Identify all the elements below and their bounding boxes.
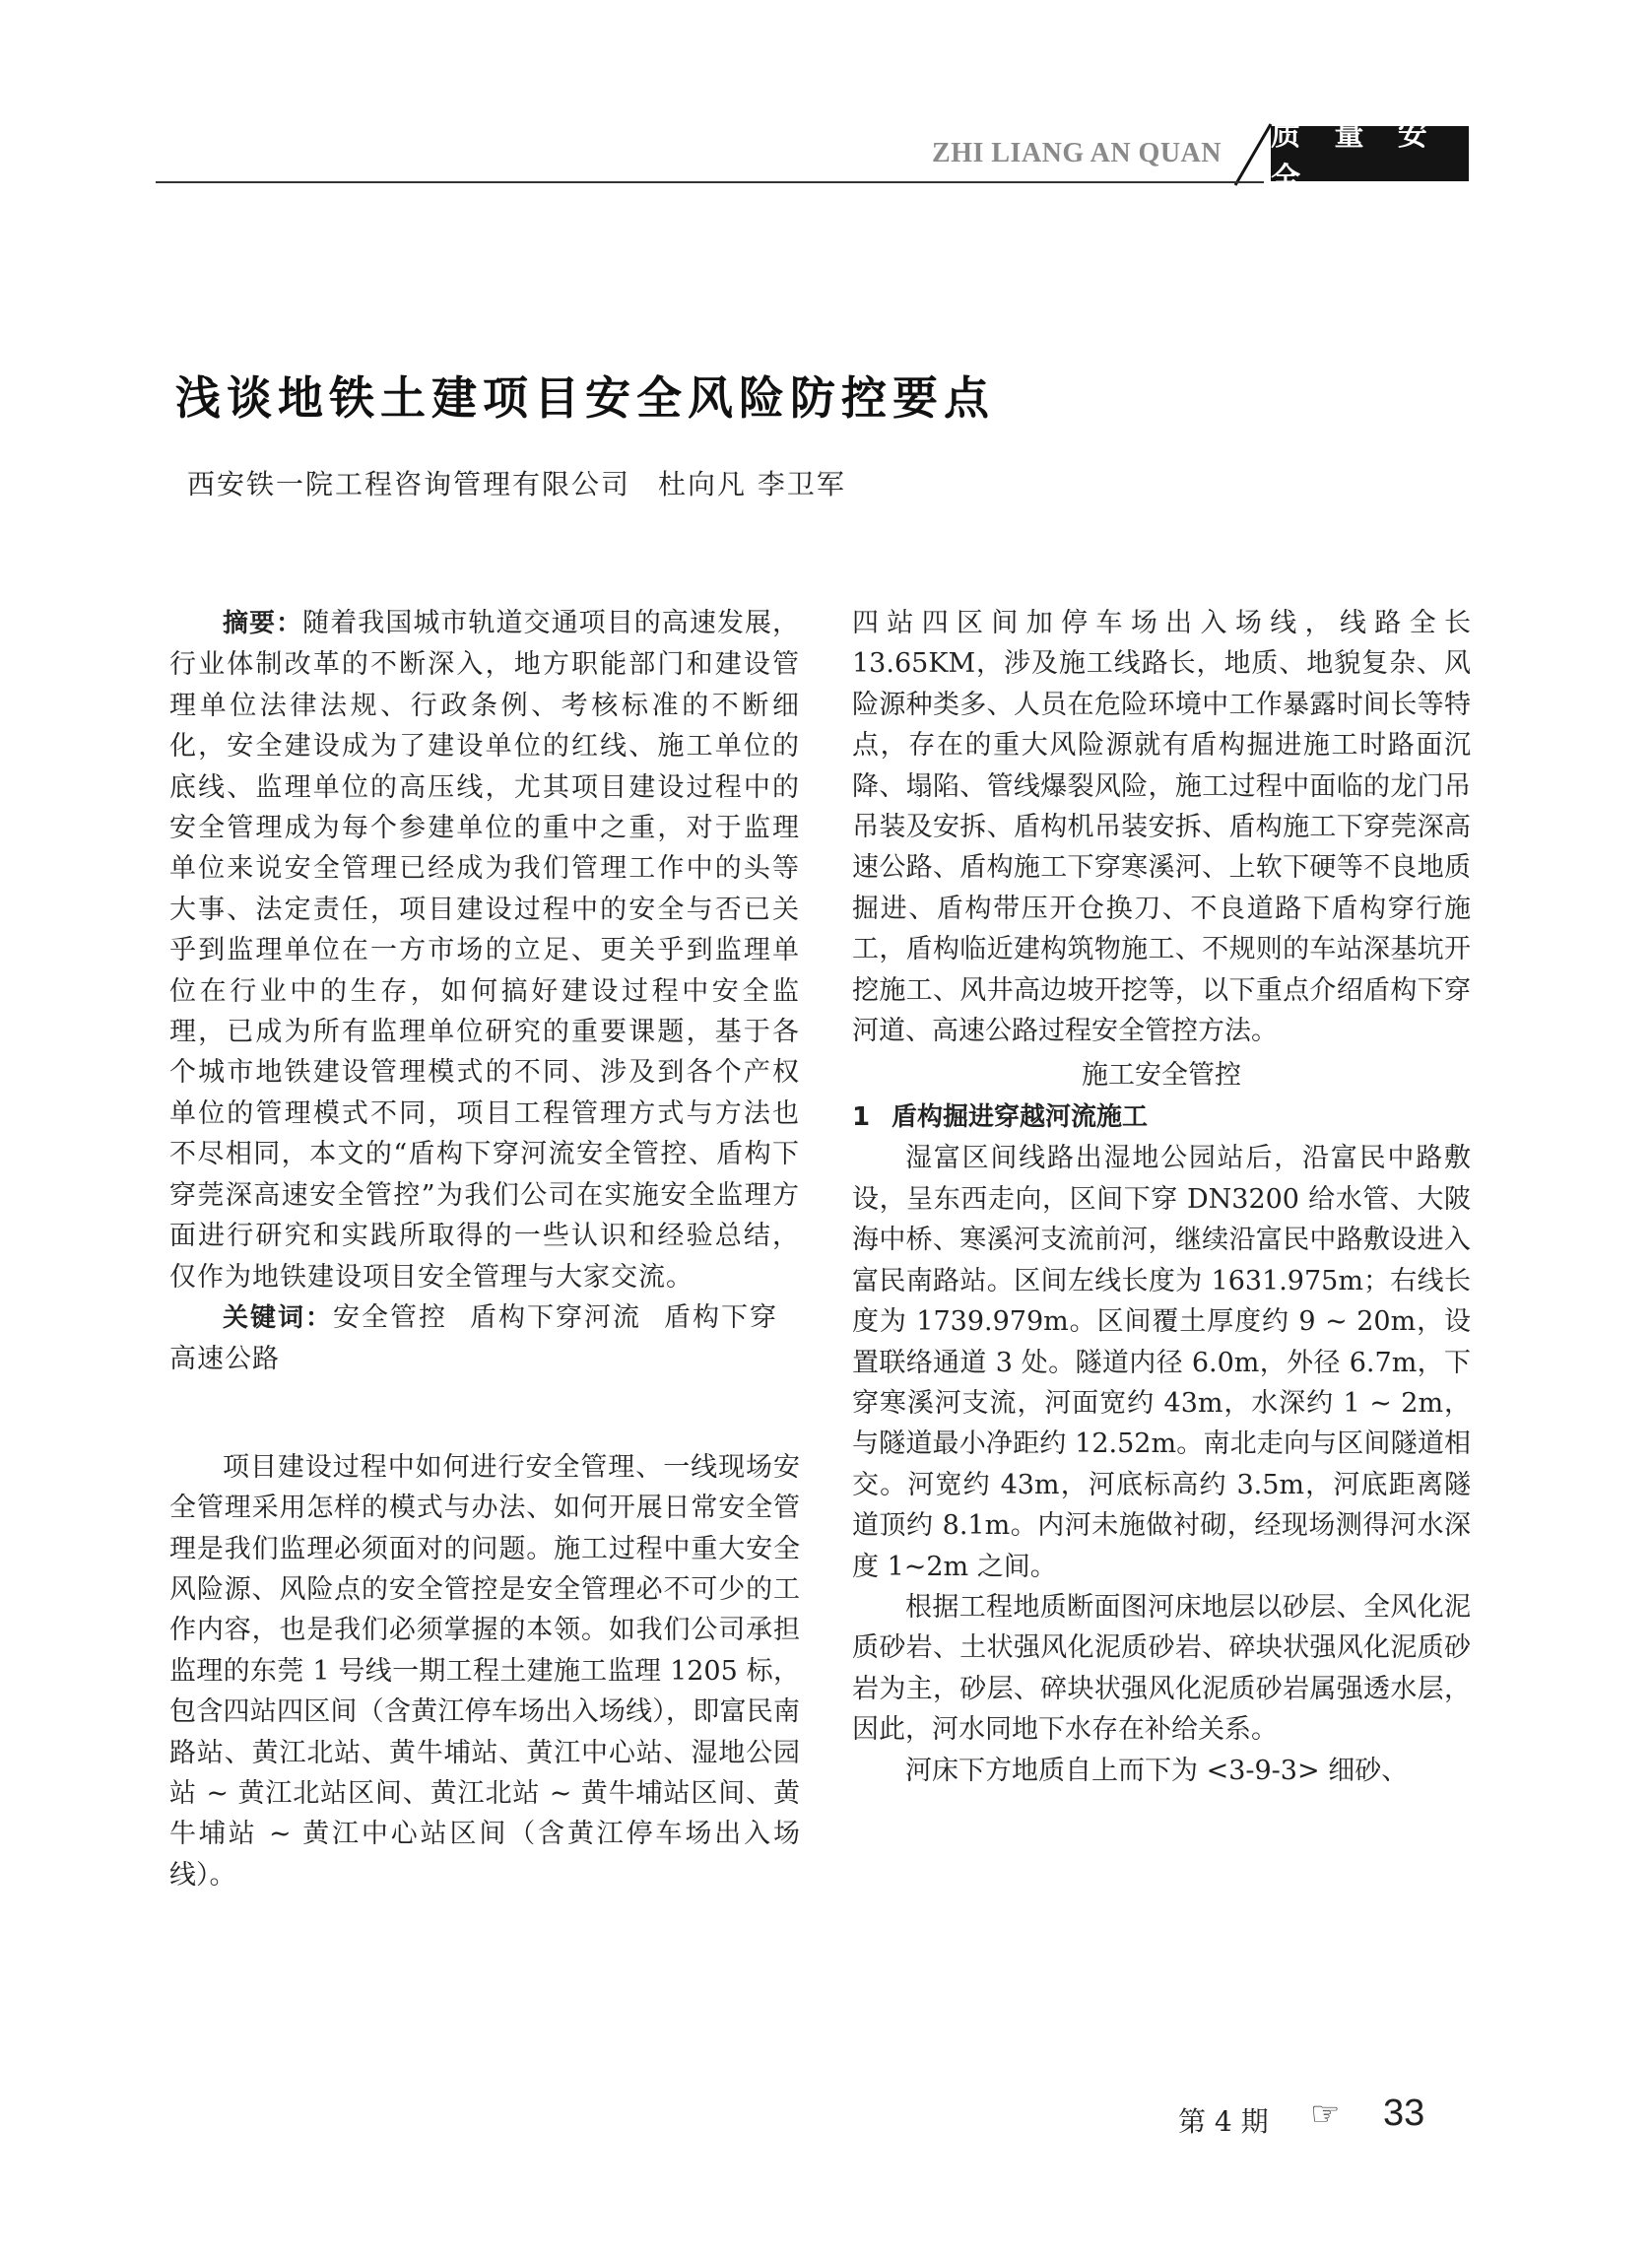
author-line xyxy=(187,463,846,502)
left-column xyxy=(169,603,800,1895)
section-badge xyxy=(1271,118,1469,196)
keyword: 盾构下穿 xyxy=(663,1301,778,1333)
keyword: 高速公路 xyxy=(169,1344,280,1375)
article-title: 浅谈地铁土建项目安全风险防控要点 xyxy=(175,371,995,425)
body-paragraph: 湿富区间线路出湿地公园站后，沿富民中路敷设，呈东西走向，区间下穿 DN3200 给水管、大陂海中桥、寒溪河支流前河，继续沿富民中路敷设进入富民南路站。区间左线长度为 1631.975m；右线长度为 1739.979m。区间覆土厚度约 9 ~ 20m，设置联络通道 3 处。隧道内径 6.0m，外径 6.7m，下穿寒溪河支流，河面宽约 43m，水深约 1 ~ 2m，与隧道最小净距约 12.52m。南北走向与区间隧道相交。河宽约 43m，河底标高约 3.5m，河底距离隧道顶约 8.1m。内河未施做衬砌，经现场测得河水深度 1~2m 之间。 xyxy=(852,1143,1471,1582)
author-names: 杜向凡 李卫军 xyxy=(658,468,846,500)
body-paragraph-continued: 四站四区间加停车场出入场线，线路全长 13.65KM，涉及施工线路长，地质、地貌复杂、风险源种类多、人员在危险环境中工作暴露时间长等特点，存在的重大风险源就有盾构掘进施工时路面沉降、塌陷、管线爆裂风险，施工过程中面临的龙门吊吊装及安拆、盾构机吊装安拆、盾构施工下穿莞深高速公路、盾构施工下穿寒溪河、上软下硬等不良地质掘进、盾构带压开仓换刀、不良道路下盾构穿行施工，盾构临近建构筑物施工、不规则的车站深基坑开挖施工、风井高边坡开挖等，以下重点介绍盾构下穿河道、高速公路过程安全管控方法。 xyxy=(852,608,1471,1047)
page-number: 33 xyxy=(1383,2092,1425,2134)
abstract-label: 摘要： xyxy=(223,609,303,638)
keywords-paragraph xyxy=(169,1297,800,1380)
body-paragraph: 项目建设过程中如何进行安全管理、一线现场安全管理采用怎样的模式与办法、如何开展日常安全管理是我们监理必须面对的问题。施工过程中重大安全风险源、风险点的安全管控是安全管理必不可少的工作内容，也是我们必须掌握的本领。如我们公司承担监理的东莞 1 号线一期工程土建施工监理 1205 标，包含四站四区间（含黄江停车场出入场线），即富民南路站、黄江北站、黄牛埔站、黄江中心站、湿地公园站 ~ 黄江北站区间、黄江北站 ~ 黄牛埔站区间、黄牛埔站 ~ 黄江中心站区间（含黄江停车场出入场线）。 xyxy=(169,1451,800,1891)
affiliation: 西安铁一院工程咨询管理有限公司 xyxy=(187,468,631,500)
keywords-label: 关键词： xyxy=(223,1302,333,1333)
subsection-title: 盾构掘进穿越河流施工 xyxy=(892,1102,1149,1133)
abstract-paragraph xyxy=(169,603,800,1297)
abstract-text: 随着我国城市轨道交通项目的高速发展，行业体制改革的不断深入，地方职能部门和建设管理单位法律法规、行政条例、考核标准的不断细化，安全建设成为了建设单位的红线、施工单位的底线、监理单位的高压线，尤其项目建设过程中的安全管理成为每个参建单位的重中之重，对于监理单位来说安全管理已经成为我们管理工作中的头等大事、法定责任，项目建设过程中的安全与否已关乎到监理单位在一方市场的立足、更关乎到监理单位在行业中的生存，如何搞好建设过程中安全监理，已成为所有监理单位研究的重要课题，基于各个城市地铁建设管理模式的不同、涉及到各个产权单位的管理模式不同，项目工程管理方式与方法也不尽相同，本文的“盾构下穿河流安全管控、盾构下穿莞深高速安全管控”为我们公司在实施安全监理方面进行研究和实践所取得的一些认识和经验总结，仅作为地铁建设项目安全管理与大家交流。 xyxy=(169,608,800,1293)
running-header-roman: ZHI LIANG AN QUAN xyxy=(932,138,1222,168)
subsection-heading xyxy=(852,1096,1471,1138)
body-paragraph: 河床下方地质自上而下为 <3-9-3> 细砂、 xyxy=(905,1755,1409,1786)
pointing-hand-icon: ☞ xyxy=(1310,2094,1341,2134)
header-slash-icon xyxy=(1231,120,1275,189)
issue-label: 第 4 期 xyxy=(1178,2105,1269,2138)
keyword: 盾构下穿河流 xyxy=(469,1301,641,1333)
subsection-number: 1 xyxy=(852,1102,871,1133)
section-heading: 施工安全管控 xyxy=(1082,1060,1241,1092)
section-badge-label: 质 量 安 全 xyxy=(1271,118,1439,196)
right-column xyxy=(852,603,1471,1791)
keyword: 安全管控 xyxy=(333,1301,447,1333)
body-paragraph: 根据工程地质断面图河床地层以砂层、全风化泥质砂岩、土状强风化泥质砂岩、碎块状强风化泥质砂岩为主，砂层、碎块状强风化泥质砂岩属强透水层，因此，河水同地下水存在补给关系。 xyxy=(852,1591,1471,1746)
header-rule xyxy=(156,181,1264,183)
